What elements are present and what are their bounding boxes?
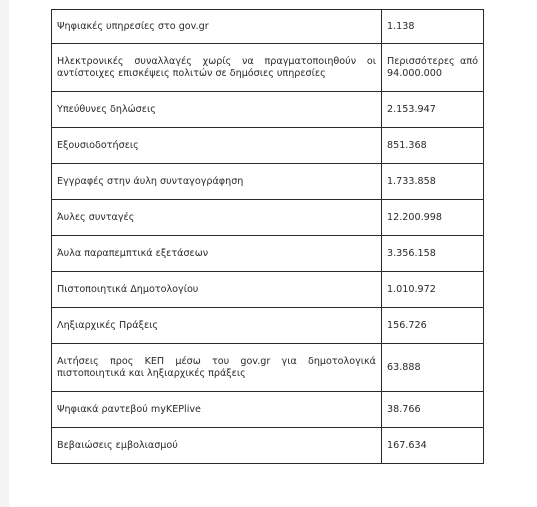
table-row — [52, 200, 484, 236]
table-cell-value: 12.200.998 — [382, 200, 484, 236]
table-row — [52, 236, 484, 272]
table-cell-label: Εγγραφές στην άυλη συνταγογράφηση — [52, 164, 382, 200]
statistics-table-body — [52, 10, 484, 464]
table-row — [52, 344, 484, 392]
table-row — [52, 164, 484, 200]
table-cell-value: 1.138 — [382, 10, 484, 44]
table-row — [52, 272, 484, 308]
table-cell-label: Ηλεκτρονικές συναλλαγές χωρίς να πραγματοποιηθούν οι αντίστοιχες επισκέψεις πολιτών σε δημόσιες υπηρεσίες — [52, 44, 382, 92]
table-cell-value: 63.888 — [382, 344, 484, 392]
table-cell-label: Αιτήσεις προς ΚΕΠ μέσω του gov.gr για δημοτολογικά πιστοποιητικά και ληξιαρχικές πράξεις — [52, 344, 382, 392]
table-cell-label: Άυλες συνταγές — [52, 200, 382, 236]
table-cell-label: Βεβαιώσεις εμβολιασμού — [52, 428, 382, 464]
table-cell-value: 38.766 — [382, 392, 484, 428]
table-row — [52, 92, 484, 128]
table-cell-value: Περισσότερες από 94.000.000 — [382, 44, 484, 92]
table-cell-value: 1.010.972 — [382, 272, 484, 308]
table-cell-label: Ψηφιακές υπηρεσίες στο gov.gr — [52, 10, 382, 44]
table-cell-value: 156.726 — [382, 308, 484, 344]
table-cell-value: 3.356.158 — [382, 236, 484, 272]
table-cell-label: Πιστοποιητικά Δημοτολογίου — [52, 272, 382, 308]
table-row — [52, 128, 484, 164]
table-row — [52, 392, 484, 428]
table-cell-label: Ληξιαρχικές Πράξεις — [52, 308, 382, 344]
page-edge — [0, 0, 9, 507]
table-row — [52, 428, 484, 464]
statistics-table — [51, 9, 484, 464]
table-row — [52, 44, 484, 92]
table-cell-label: Άυλα παραπεμπτικά εξετάσεων — [52, 236, 382, 272]
table-cell-value: 167.634 — [382, 428, 484, 464]
table-cell-label: Εξουσιοδοτήσεις — [52, 128, 382, 164]
table-cell-value: 851.368 — [382, 128, 484, 164]
table-cell-value: 1.733.858 — [382, 164, 484, 200]
table-cell-label: Ψηφιακά ραντεβού myKEPlive — [52, 392, 382, 428]
table-row — [52, 308, 484, 344]
table-row — [52, 10, 484, 44]
table-cell-label: Υπεύθυνες δηλώσεις — [52, 92, 382, 128]
table-cell-value: 2.153.947 — [382, 92, 484, 128]
